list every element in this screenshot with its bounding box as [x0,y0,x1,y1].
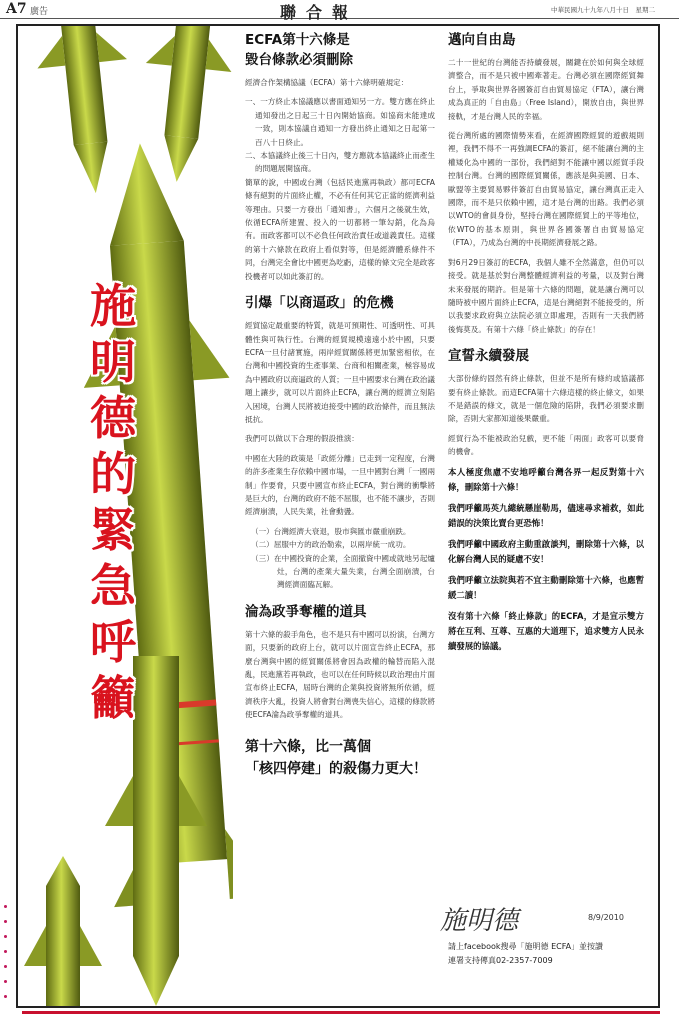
signature: 施明德 [440,906,519,936]
headline-char: 緊 [90,503,136,557]
appeal: 本人極度焦慮不安地呼籲台灣各界一起反對第十六條，刪除第十六條！ [448,466,644,492]
paragraph: 經貿協定最重要的特質，就是可預期性、可透明性、可具體性與可執行性。台灣的經貿規模遠遠小於中國，只要ECFA一旦付諸實施，兩岸經貿關係將更加緊密相依，在台灣和中國投資的生產事業、台商和相關產業，極容易成為中國政府以商逼政的人質；一旦中國要求台灣在政治議題上讓步，就可以片面終止ECFA，讓台灣的經濟立刻陷入困境，台灣人民將被迫接受中國的政治條件，而且無法抵抗。 [245,321,435,424]
issue-date: 中華民國九十九年八月十日 星期二 [551,6,655,14]
section-heading: 淪為政爭奪權的道具 [245,603,367,620]
margin-dots [4,905,10,1010]
appeal: 沒有第十六條「終止條款」的ECFA，才是宣示雙方將在互利、互尊、互惠的大道理下，追求雙方人民永續發展的協議。 [448,610,644,651]
headline-char: 急 [90,559,136,613]
paragraph: 第十六條的殺手角色，也不是只有中國可以扮演，台灣方面，只要新的政府上台，就可以片面宣告終止ECFA，那麼台灣與中國的經貿關係將會因為政權的輪替而陷入混亂，民進黨若再執政，也可以在任何時候以政治理由片面宣布終止ECFA，屆時台灣的企業與投資將無所依循，經濟秩序大亂，投資人將會對台灣喪失信心，這樣的條款將使ECFA淪為政爭奪權的道具。 [245,629,435,720]
paragraph: 二十一世紀的台灣能否持續發展，關鍵在於如何與全球經濟整合，而不是只被中國牽著走。台灣必須在國際經貿舞台上，爭取與世界各國簽訂自由貿易協定（FTA），讓台灣成為真正的「自由島」（Free Island），開放自由，與世界接軌，才是台灣人民的幸福。 [448,58,644,121]
paragraph: 從台灣所處的國際情勢來看，在經濟國際經貿的遊戲規則裡，我們不得不一再強調ECFA的簽訂，絕不能讓台灣的主權矮化為中國的一部份，我們絕對不能讓中國以經貿手段控制台灣。台灣的國際經貿關係，應該是與美國、日本、歐盟等主要貿易夥伴簽訂自由貿易協定，讓台灣真正走入國際，而不是只依賴中國，這才是台灣的出路。我們必須以WTO的會員身份，堅持台灣在國際經貿上的平等地位，依WTO的基本原則，與世界各國簽署自由貿易協定（FTA），乃成為台灣的中長期經濟發展之路。 [448,131,644,248]
section-label: 廣告 [30,7,49,17]
contact-info [448,940,644,968]
newspaper-header [0,0,679,22]
headline-char: 的 [90,447,136,501]
dot-icon [4,980,7,983]
appeal: 我們呼籲中國政府主動重啟談判，刪除第十六條，以化解台灣人民的疑慮不安！ [448,538,644,564]
headline-vertical [78,278,148,726]
paragraph: 對6月29日簽訂的ECFA，我個人雖不全然滿意，但仍可以接受。就是基於對台灣整體經濟利益的考量，以及對台灣未來發展的期許。但是第十六條的問題，就是讓台灣可以隨時被中國片面終止ECFA，這是台灣絕對不能接受的，所以我要求政府與立法院必須立即處理，否則有一天我們將後悔莫及。有第十六條「終止條款」的存在！ [448,257,644,334]
paragraph: 簡單的說，中國或台灣（包括民進黨再執政）都可ECFA條有絕對的片面終止權，不必有任何其它正當的經濟利益等理由。只要一方發出「通知書」，六個月之後就生效，依循ECFA所建置、投入的一切都將一筆勾銷，化為烏有。而政客都可以不必負任何政治責任或道義責任。這樣的第十六條款在政府上看似對等，但是經濟體系條件不同，台灣完全會比中國更為吃虧，這樣的條文完全是政客投機者可以如此簽訂的。 [245,177,435,281]
bottom-rule [22,1011,660,1014]
fax-line: 連署支持傳真02-2357-7009 [448,956,553,965]
dot-icon [4,905,7,908]
paragraph: 我們可以做以下合理的假設推演： [245,434,359,444]
paragraph: 經濟合作架構協議（ECFA）第十六條明確規定： [245,78,409,87]
headline-char: 明 [90,335,136,389]
paragraph: 大部份條約固然有終止條款，但並不是所有條約或協議都要有終止條款。而這ECFA第十六條這樣的終止條文，如果不是錯誤的條文，就是一個危險的陷阱，我們必須要求刪除，否則大家都知道後果嚴重。 [448,374,644,424]
section-heading: 宣誓永續發展 [448,348,529,365]
dot-icon [4,965,7,968]
paragraph: 中國在大陸的政策是「政經分離」已走到一定程度，台灣的許多產業生存依賴中國市場，一旦中國對台灣「一國兩制」作要脅，只要中國宣布終止ECFA，對台灣的衝擊將是巨大的，台灣的政府不能不屈服，也不能不讓步，否則經濟崩潰，人民失業，社會動盪。 [245,453,435,517]
headline-char: 籲 [90,671,136,725]
clause: 一、一方終止本協議應以書面通知另一方。雙方應在終止通知發出之日起三十日內開始協商。如協商未能達成一致，則本協議自通知一方發出終止通知之日起第一百八十日終止。 [245,97,435,147]
page-number: A7 [6,1,27,17]
facebook-line: 請上facebook搜尋「施明德 ECFA」並按讚 [448,942,604,951]
dot-icon [4,920,7,923]
dot-icon [4,995,7,998]
appeal: 我們呼籲馬英九總統懸崖勒馬，儘速尋求補救，如此錯誤的決策比賣台更恐怖！ [448,502,644,528]
headline-char: 施 [90,279,136,333]
headline-char: 德 [90,391,136,445]
section-heading: ECFA第十六條是 毀台條款必須刪除 [245,32,353,68]
section-heading: 邁向自由島 [448,32,516,48]
signature-date: 8/9/2010 [588,913,624,922]
article-column-1 [245,30,435,780]
article-column-2 [448,30,644,660]
dot-icon [4,950,7,953]
scenario: （二）屈服中方的政治勒索，以兩岸統一成功。 [251,540,411,550]
scenario: （一）台灣經濟大衰退，股市與匯市嚴重崩跌。 [251,526,411,536]
headline-char: 呼 [90,615,136,669]
section-heading: 引爆「以商逼政」的危機 [245,295,394,312]
clause: 二、本協議終止後三十日內，雙方應就本協議終止而產生的問題展開協商。 [245,151,435,174]
appeal: 我們呼籲立法院與若不宜主動刪除第十六條，也應暫緩二讀！ [448,574,644,600]
dot-icon [4,935,7,938]
paragraph: 經貿行為不能被政治兒戲，更不能「兩面」政客可以要脅的機會。 [448,433,644,457]
masthead: 聯合報 [280,3,359,22]
closing-statement: 第十六條，比一萬個 「核四停建」的殺傷力更大！ [245,738,427,777]
scenario: （三）在中國投資的企業，全面撤資中國或就地另起爐灶，台灣的產業大量失業，台灣全面崩潰，台灣經濟面臨瓦解。 [251,553,435,590]
